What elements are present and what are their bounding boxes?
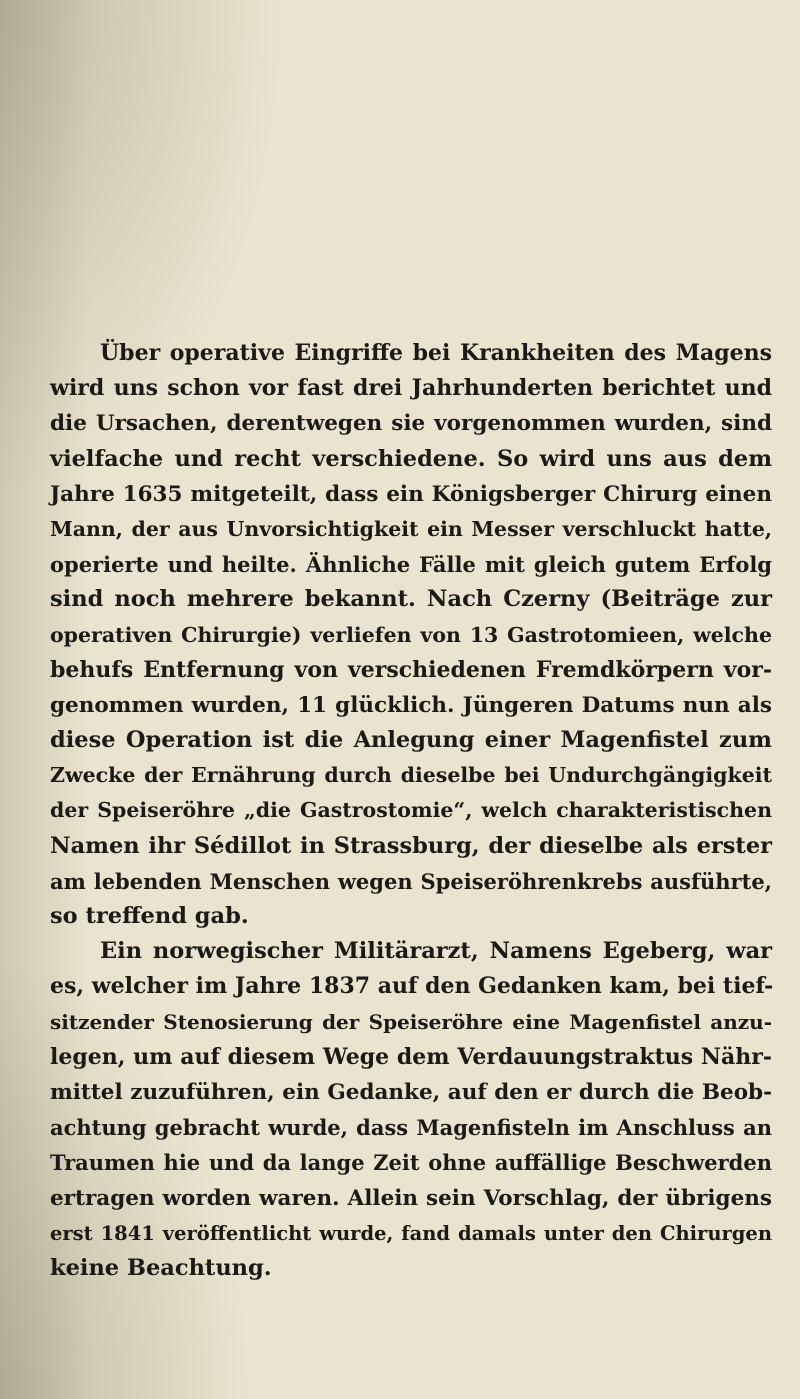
text-line: so treffend gab.: [50, 903, 249, 929]
text-line: Über operative Eingriffe bei Krankheiten des Magens: [100, 340, 772, 366]
text-line: sitzender Stenosierung der Speiseröhre eine Magenfistel anzu-: [50, 1009, 772, 1034]
body-text: [50, 336, 772, 1286]
text-line: Ein norwegischer Militärarzt, Namens Egeberg, war: [100, 938, 772, 965]
text-line: genommen wurden, 11 glücklich. Jüngeren Datums nun als: [50, 692, 772, 718]
text-line: sind noch mehrere bekannt. Nach Czerny (Beiträge zur: [50, 586, 772, 613]
text-line: diese Operation ist die Anlegung einer Magenfistel zum: [50, 727, 772, 754]
text-line: der Speiseröhre „die Gastrostomie“, welch charakteristischen: [50, 798, 772, 823]
text-line: mittel zuzuführen, ein Gedanke, auf den er durch die Beob-: [50, 1079, 772, 1105]
text-line: Jahre 1635 mitgeteilt, dass ein Königsberger Chirurg einen: [50, 481, 772, 507]
text-line: legen, um auf diesem Wege dem Verdauungstraktus Nähr-: [50, 1043, 772, 1070]
text-line: vielfache und recht verschiedene. So wird uns aus dem: [50, 445, 772, 472]
text-line: achtung gebracht wurde, dass Magenfisteln im Anschluss an: [50, 1115, 772, 1141]
text-line: Mann, der aus Unvorsichtigkeit ein Messer verschluckt hatte,: [50, 516, 772, 541]
text-line: keine Beachtung.: [50, 1254, 272, 1281]
text-line: behufs Entfernung von verschiedenen Fremdkörpern vor-: [50, 656, 772, 683]
text-line: erst 1841 veröffentlicht wurde, fand damals unter den Chirurgen: [50, 1221, 772, 1245]
text-line: Traumen hie und da lange Zeit ohne auffällige Beschwerden: [50, 1150, 772, 1176]
paragraph-1: [50, 336, 772, 934]
text-line: Namen ihr Sédillot in Strassburg, der dieselbe als erster: [50, 832, 772, 859]
text-line: operativen Chirurgie) verliefen von 13 Gastrotomieen, welche: [50, 622, 772, 647]
text-line: es, welcher im Jahre 1837 auf den Gedanken kam, bei tief-: [50, 973, 774, 1000]
text-line: Zwecke der Ernährung durch dieselbe bei Undurchgängigkeit: [50, 763, 772, 788]
text-line: am lebenden Menschen wegen Speiseröhrenkrebs ausführte,: [50, 868, 772, 894]
text-line: die Ursachen, derentwegen sie vorgenommen wurden, sind: [50, 411, 772, 437]
text-line: ertragen worden waren. Allein sein Vorschlag, der übrigens: [50, 1185, 772, 1211]
text-line: operierte und heilte. Ähnliche Fälle mit gleich gutem Erfolg: [50, 552, 772, 578]
text-line: wird uns schon vor fast drei Jahrhunderten berichtet und: [50, 375, 772, 402]
paragraph-2: [50, 934, 772, 1286]
